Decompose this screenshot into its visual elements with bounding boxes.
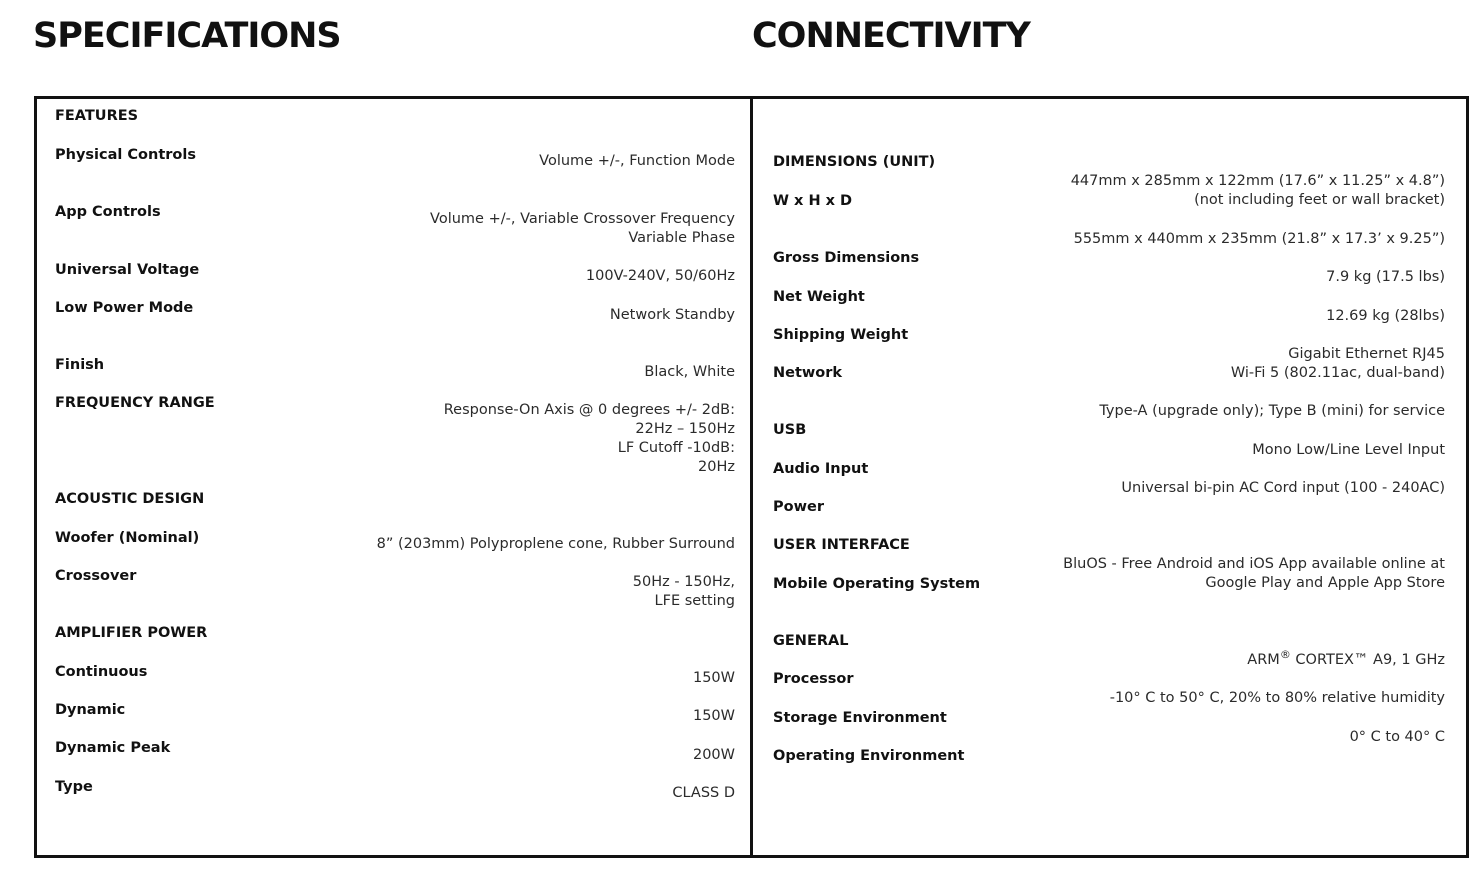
crossover-value-line2: LFE setting <box>654 593 735 609</box>
frequency-range-value-line2: 22Hz – 150Hz <box>635 421 735 437</box>
frequency-range-value-line4: 20Hz <box>698 459 735 475</box>
app-controls-value-line1: Volume +/-, Variable Crossover Frequency <box>430 211 735 227</box>
physical-controls-value: Volume +/-, Function Mode <box>539 153 735 169</box>
connectivity-panel <box>750 96 1469 858</box>
finish-label: Finish <box>55 357 105 373</box>
gross-dimensions-value: 555mm x 440mm x 235mm (21.8” x 17.3’ x 9.25”) <box>1073 231 1445 247</box>
low-power-mode-value: Network Standby <box>609 307 735 323</box>
universal-voltage-value: 100V-240V, 50/60Hz <box>585 268 735 284</box>
frequency-range-value-line3: LF Cutoff -10dB: <box>617 440 735 456</box>
woofer-value: 8” (203mm) Polyproplene cone, Rubber Surround <box>376 536 735 552</box>
gross-dimensions-label: Gross Dimensions <box>773 250 920 266</box>
storage-environment-label: Storage Environment <box>773 710 947 726</box>
mobile-os-value-line1: BluOS - Free Android and iOS App available online at <box>1063 556 1445 572</box>
net-weight-value: 7.9 kg (17.5 lbs) <box>1326 269 1445 285</box>
power-value: Universal bi-pin AC Cord input (100 - 240AC) <box>1121 480 1445 496</box>
user-interface-section-title: USER INTERFACE <box>773 537 910 553</box>
network-label: Network <box>773 365 843 381</box>
processor-label: Processor <box>773 671 854 687</box>
dynamic-value: 150W <box>692 708 735 724</box>
wxhxd-value-line1: 447mm x 285mm x 122mm (17.6” x 11.25” x 4.8”) <box>1070 173 1445 189</box>
frequency-range-value-line1: Response-On Axis @ 0 degrees +/- 2dB: <box>443 402 735 418</box>
continuous-value: 150W <box>692 670 735 686</box>
net-weight-label: Net Weight <box>773 289 865 305</box>
mobile-os-label: Mobile Operating System <box>773 576 981 592</box>
wxhxd-label: W x H x D <box>773 193 853 209</box>
app-controls-label: App Controls <box>55 204 161 220</box>
features-section-title: FEATURES <box>55 108 139 124</box>
universal-voltage-label: Universal Voltage <box>55 262 200 278</box>
operating-environment-value: 0° C to 40° C <box>1349 729 1445 745</box>
registered-mark: ® <box>1279 648 1291 662</box>
connectivity-heading: CONNECTIVITY <box>752 16 1030 56</box>
processor-value-prefix: ARM <box>1247 652 1280 668</box>
dimensions-section-title: DIMENSIONS (UNIT) <box>773 154 936 170</box>
network-value-line2: Wi-Fi 5 (802.11ac, dual-band) <box>1230 365 1445 381</box>
acoustic-design-section-title: ACOUSTIC DESIGN <box>55 491 205 507</box>
storage-environment-value: -10° C to 50° C, 20% to 80% relative humidity <box>1109 690 1445 706</box>
dynamic-peak-label: Dynamic Peak <box>55 740 171 756</box>
type-label: Type <box>55 779 93 795</box>
processor-value <box>1247 648 1445 670</box>
audio-input-value: Mono Low/Line Level Input <box>1252 442 1445 458</box>
woofer-label: Woofer (Nominal) <box>55 530 200 546</box>
continuous-label: Continuous <box>55 664 148 680</box>
audio-input-label: Audio Input <box>773 461 869 477</box>
wxhxd-value-line2: (not including feet or wall bracket) <box>1194 192 1445 208</box>
low-power-mode-label: Low Power Mode <box>55 300 194 316</box>
specifications-panel <box>34 96 753 858</box>
usb-value: Type-A (upgrade only); Type B (mini) for service <box>1099 403 1445 419</box>
crossover-value-line1: 50Hz - 150Hz, <box>632 574 735 590</box>
physical-controls-label: Physical Controls <box>55 147 196 163</box>
network-value-line1: Gigabit Ethernet RJ45 <box>1288 346 1445 362</box>
power-label: Power <box>773 499 824 515</box>
specifications-heading: SPECIFICATIONS <box>33 16 341 56</box>
type-value: CLASS D <box>672 785 735 801</box>
general-section-title: GENERAL <box>773 633 849 649</box>
usb-label: USB <box>773 422 807 438</box>
app-controls-value-line2: Variable Phase <box>628 230 735 246</box>
dynamic-label: Dynamic <box>55 702 126 718</box>
mobile-os-value-line2: Google Play and Apple App Store <box>1205 575 1445 591</box>
shipping-weight-value: 12.69 kg (28lbs) <box>1326 308 1445 324</box>
finish-value: Black, White <box>644 364 735 380</box>
processor-value-suffix: CORTEX™ A9, 1 GHz <box>1290 652 1445 668</box>
dynamic-peak-value: 200W <box>692 747 735 763</box>
crossover-label: Crossover <box>55 568 137 584</box>
frequency-range-label: FREQUENCY RANGE <box>55 395 215 411</box>
operating-environment-label: Operating Environment <box>773 748 965 764</box>
amplifier-power-section-title: AMPLIFIER POWER <box>55 625 208 641</box>
shipping-weight-label: Shipping Weight <box>773 327 909 343</box>
